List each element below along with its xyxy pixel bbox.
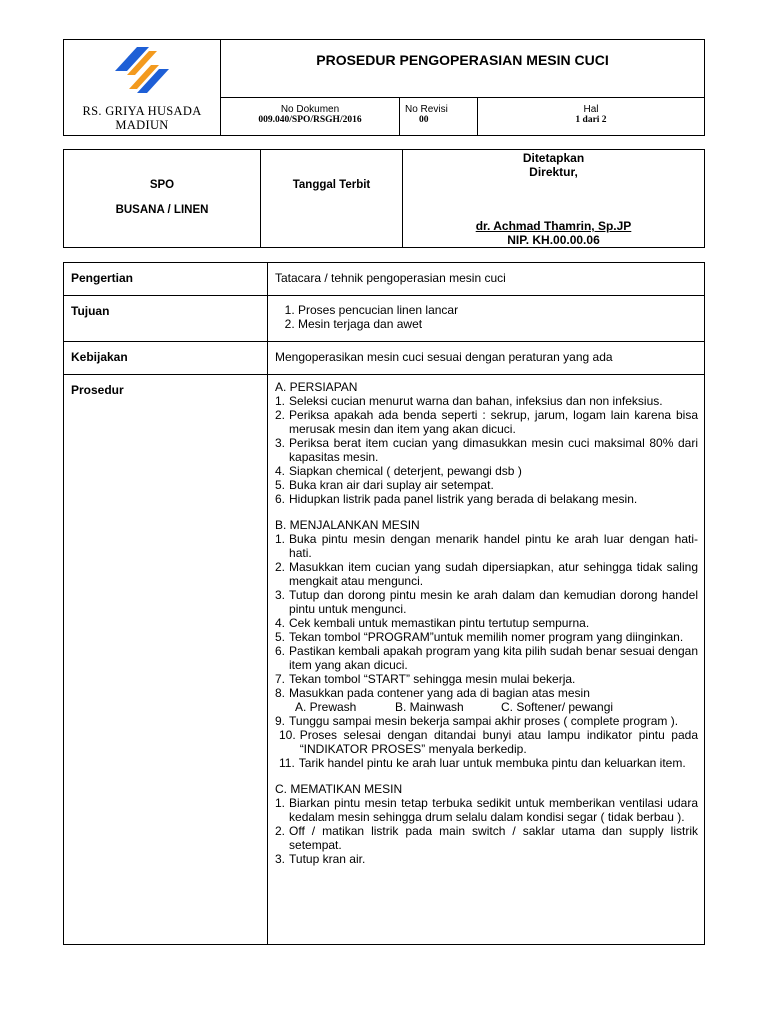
hospital-logo-icon	[107, 45, 177, 99]
list-item	[275, 560, 698, 588]
list-item	[275, 852, 698, 866]
revision-cell	[400, 98, 478, 136]
option-item: A. Prewash	[295, 700, 357, 714]
document-title: PROSEDUR PENGOPERASIAN MESIN CUCI	[221, 40, 705, 98]
item-number: 9.	[275, 714, 286, 728]
section-persiapan	[275, 380, 698, 506]
item-number: 1.	[275, 394, 286, 408]
page-cell	[478, 98, 705, 136]
list-item	[275, 672, 698, 686]
revision-label: No Revisi	[405, 104, 448, 115]
item-text: Cek kembali untuk memastikan pintu tertutup sempurna.	[289, 616, 590, 630]
item-number: 5.	[275, 478, 286, 492]
logo-cell	[64, 40, 221, 136]
director-title: Direktur,	[529, 165, 578, 179]
list-item	[275, 644, 698, 672]
date-label: Tanggal Terbit	[292, 179, 371, 191]
item-text: Tutup dan dorong pintu mesin ke arah dalam dan kemudian dorong handel pintu untuk mengunci.	[289, 588, 698, 616]
section-title: B. MENJALANKAN MESIN	[275, 518, 420, 532]
item-text: Pastikan kembali apakah program yang kita pilih sudah benar sesuai dengan item yang akan dicuci.	[289, 644, 698, 672]
list-item	[275, 532, 698, 560]
list-item	[275, 714, 698, 728]
list-item: 1. Proses pencucian linen lancar	[298, 303, 698, 317]
item-text: Periksa berat item cucian yang dimasukkan mesin cuci maksimal 80% dari kapasitas mesin.	[289, 436, 698, 464]
item-number: 3.	[275, 436, 286, 450]
page-label: Hal	[583, 104, 599, 115]
established-label: Ditetapkan	[522, 151, 585, 165]
item-text: Hidupkan listrik pada panel listrik yang berada di belakang mesin.	[289, 492, 638, 506]
item-text: Biarkan pintu mesin tetap terbuka sedikit untuk memberikan ventilasi udara kedalam mesin sehingga drum selalu dalam kondisi segar ( tidak berbau ).	[289, 796, 698, 824]
spo-block	[63, 149, 705, 248]
option-item: C. Softener/ pewangi	[501, 700, 614, 714]
item-text: Masukkan pada contener yang ada di bagian atas mesin	[289, 686, 590, 700]
director-name: dr. Achmad Thamrin, Sp.JP	[475, 219, 632, 233]
hospital-name-line2: MADIUN	[115, 118, 169, 132]
row-tujuan	[64, 296, 705, 342]
kebijakan-text: Mengoperasikan mesin cuci sesuai dengan peraturan yang ada	[268, 342, 705, 375]
row-prosedur	[64, 375, 705, 945]
item-text: Buka pintu mesin dengan menarik handel pintu ke arah luar dengan hati-hati.	[289, 532, 698, 560]
list-item	[275, 436, 698, 464]
pengertian-label: Pengertian	[64, 263, 268, 296]
item-number: 5.	[275, 630, 286, 644]
hospital-name-line1: RS. GRIYA HUSADA	[82, 104, 202, 118]
row-kebijakan	[64, 342, 705, 375]
list-item	[275, 478, 698, 492]
item-text: Periksa apakah ada benda seperti : sekrup, jarum, logam lain karena bisa merusak mesin dan item yang akan dicuci.	[289, 408, 698, 436]
item-text: Tarik handel pintu ke arah luar untuk membuka pintu dan keluarkan item.	[298, 756, 686, 770]
item-text: Masukkan item cucian yang sudah dipersiapkan, atur sehingga tidak saling mengkait atau mengunci.	[289, 560, 698, 588]
prosedur-label: Prosedur	[64, 375, 268, 945]
item-text: Off / matikan listrik pada main switch / saklar utama dan supply listrik setempat.	[289, 824, 698, 852]
item-text: Buka kran air dari suplay air setempat.	[289, 478, 494, 492]
item-number: 8.	[275, 686, 286, 700]
item-number: 7.	[275, 672, 286, 686]
item-number: 4.	[275, 616, 286, 630]
list-item: 2. Mesin terjaga dan awet	[298, 317, 698, 331]
date-cell	[261, 150, 403, 248]
item-number: 10.	[279, 728, 296, 742]
revision-value: 00	[419, 115, 429, 125]
tujuan-label: Tujuan	[64, 296, 268, 342]
row-pengertian	[64, 263, 705, 296]
item-number: 2.	[275, 824, 286, 838]
item-text: Tekan tombol “PROGRAM”untuk memilih nomer program yang diinginkan.	[289, 630, 684, 644]
item-number: 1.	[275, 796, 286, 810]
list-item	[275, 796, 698, 824]
option-item: B. Mainwash	[395, 700, 464, 714]
item-text: Tunggu sampai mesin bekerja sampai akhir proses ( complete program ).	[289, 714, 679, 728]
doc-number-label: No Dokumen	[280, 104, 340, 115]
page-value: 1 dari 2	[575, 115, 607, 125]
list-item	[275, 756, 698, 770]
kebijakan-label: Kebijakan	[64, 342, 268, 375]
pengertian-text: Tatacara / tehnik pengoperasian mesin cuci	[268, 263, 705, 296]
item-number: 2.	[275, 408, 286, 422]
list-item	[275, 630, 698, 644]
list-item	[275, 824, 698, 852]
item-text: Proses selesai dengan ditandai bunyi atau lampu indikator pintu pada “INDIKATOR PROSES” menyala berkedip.	[299, 728, 698, 756]
spo-cell	[64, 150, 261, 248]
director-nip: NIP. KH.00.00.06	[507, 233, 600, 247]
doc-number-value: 009.040/SPO/RSGH/2016	[258, 115, 362, 125]
section-menjalankan	[275, 518, 698, 770]
doc-number-cell	[221, 98, 400, 136]
container-options	[275, 700, 698, 714]
item-number: 6.	[275, 644, 286, 658]
procedure-table	[63, 262, 705, 945]
item-number: 11.	[279, 756, 295, 770]
list-item	[275, 728, 698, 756]
spo-category: BUSANA / LINEN	[115, 204, 209, 216]
list-item	[275, 616, 698, 630]
item-number: 3.	[275, 588, 286, 602]
spo-label: SPO	[149, 179, 175, 191]
list-item	[275, 408, 698, 436]
item-number: 3.	[275, 852, 286, 866]
item-text: Tekan tombol “START” sehingga mesin mulai bekerja.	[289, 672, 576, 686]
section-mematikan	[275, 782, 698, 866]
item-number: 1.	[275, 532, 286, 546]
item-number: 2.	[275, 560, 286, 574]
list-item	[275, 464, 698, 478]
list-item	[275, 394, 698, 408]
item-text: Tutup kran air.	[289, 852, 366, 866]
hospital-name	[64, 104, 220, 132]
item-text: Seleksi cucian menurut warna dan bahan, infeksius dan non infeksius.	[289, 394, 663, 408]
tujuan-content	[268, 296, 705, 342]
item-text: Siapkan chemical ( deterjent, pewangi dsb )	[289, 464, 522, 478]
established-cell	[403, 150, 705, 248]
list-item	[275, 492, 698, 506]
list-item	[275, 686, 698, 700]
list-item	[275, 588, 698, 616]
document-header	[63, 39, 705, 136]
item-number: 6.	[275, 492, 286, 506]
section-title: A. PERSIAPAN	[275, 380, 358, 394]
prosedur-content	[268, 375, 705, 945]
item-number: 4.	[275, 464, 286, 478]
tujuan-list	[275, 303, 698, 331]
section-title: C. MEMATIKAN MESIN	[275, 782, 403, 796]
